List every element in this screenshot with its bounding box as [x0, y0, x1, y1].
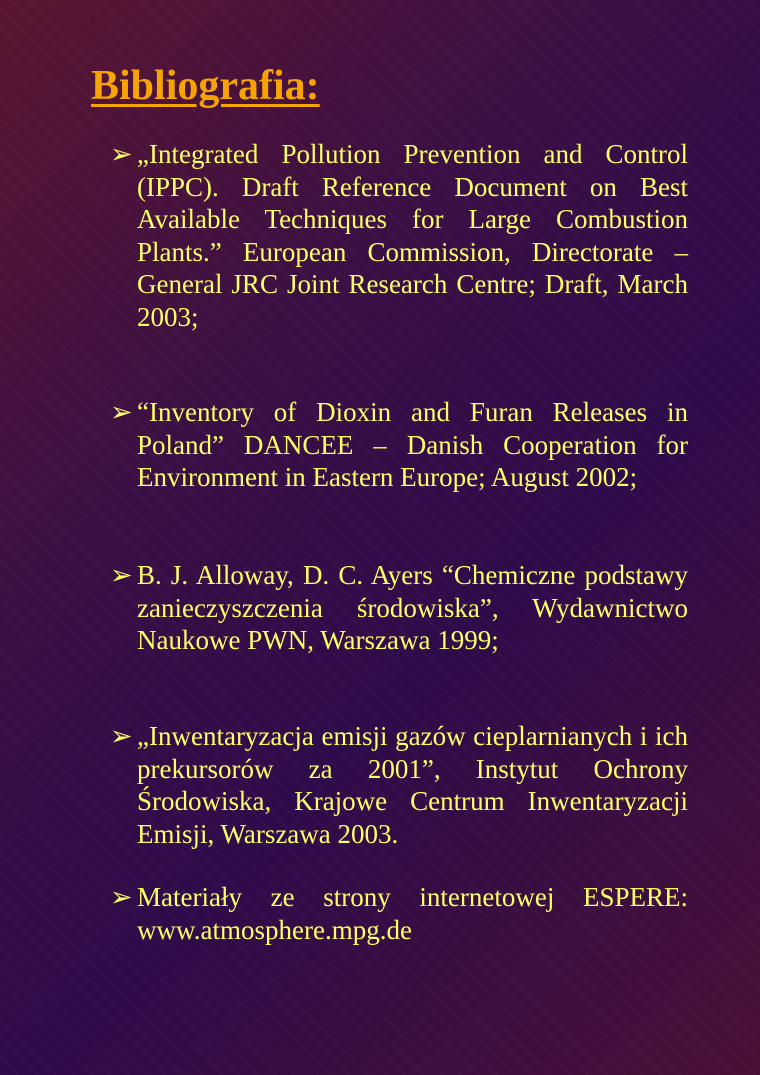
- bibliography-entry-text: “Inventory of Dioxin and Furan Releases in Poland” DANCEE – Danish Cooperation for Environment in Eastern Europe; August 2002;: [137, 397, 688, 492]
- page-title: Bibliografia:: [91, 63, 320, 109]
- arrowhead-right-icon: ➢: [110, 139, 133, 169]
- bibliography-entry-text: „Inwentaryzacja emisji gazów cieplarnianych i ich prekursorów za 2001”, Instytut Ochrony Środowiska, Krajowe Centrum Inwentaryzacji Emisji, Warszawa 2003.: [137, 721, 688, 849]
- bibliography-entry-text: Materiały ze strony internetowej ESPERE: www.atmosphere.mpg.de: [137, 882, 688, 945]
- bibliography-entry-text: „Integrated Pollution Prevention and Control (IPPC). Draft Reference Document on Best Available Techniques for Large Combustion Plants.” European Commission, Directorate – General JRC Joint Research Centre; Draft, March 2003;: [137, 139, 688, 332]
- arrowhead-right-icon: ➢: [110, 721, 133, 751]
- arrowhead-right-icon: ➢: [110, 882, 133, 912]
- arrowhead-right-icon: ➢: [110, 397, 133, 427]
- bibliography-entry-text: B. J. Alloway, D. C. Ayers “Chemiczne podstawy zanieczyszczenia środowiska”, Wydawnictwo Naukowe PWN, Warszawa 1999;: [137, 560, 688, 655]
- arrowhead-right-icon: ➢: [110, 560, 133, 590]
